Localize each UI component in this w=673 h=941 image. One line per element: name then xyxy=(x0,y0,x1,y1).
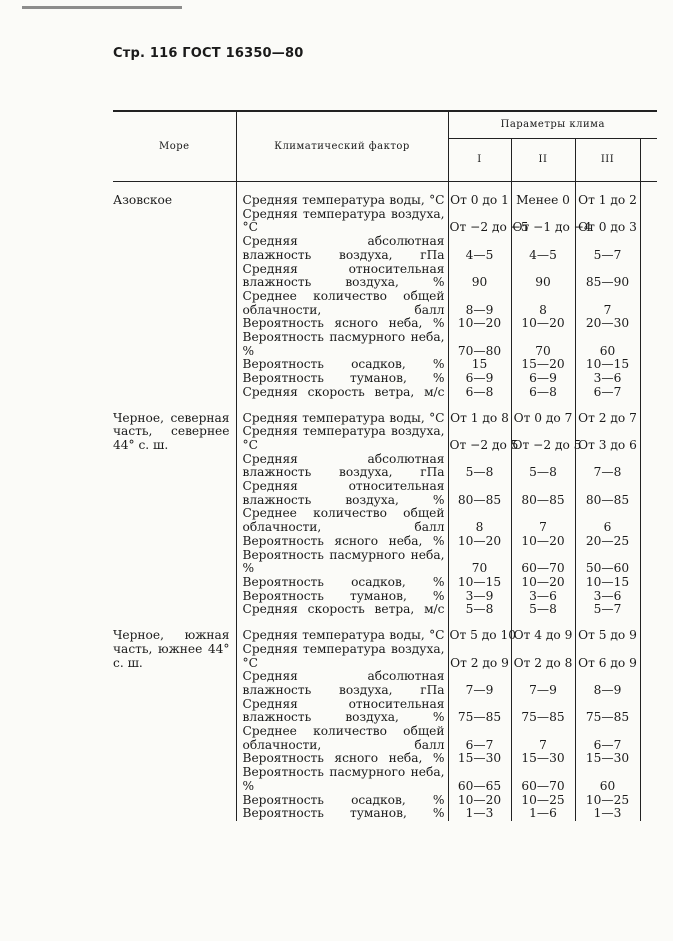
param-value-III: 1—3 xyxy=(575,807,640,821)
climate-factor: Среднее количество общей облачности, балл xyxy=(236,507,448,534)
param-value-III: 5—7 xyxy=(575,603,640,617)
header-col-I: I xyxy=(448,139,511,182)
climate-factor: Средняя абсолютная влажность воздуха, гПа xyxy=(236,670,448,697)
param-value-III: От 2 до 7 xyxy=(575,400,640,426)
param-value-III: 75—85 xyxy=(575,698,640,725)
spare-cell xyxy=(640,372,657,386)
param-value-I: 10—20 xyxy=(448,535,511,549)
param-value-II: 15—20 xyxy=(511,358,575,372)
param-value-II: 7 xyxy=(511,507,575,534)
param-value-I: 15 xyxy=(448,358,511,372)
param-value-I: 10—20 xyxy=(448,794,511,808)
param-value-I: 75—85 xyxy=(448,698,511,725)
spare-cell xyxy=(640,290,657,317)
spare-cell xyxy=(640,752,657,766)
param-value-III: 10—25 xyxy=(575,794,640,808)
climate-factor: Средняя абсолютная влажность воздуха, гПа xyxy=(236,453,448,480)
climate-factor: Средняя температура воды, °С xyxy=(236,182,448,208)
spare-cell xyxy=(640,235,657,262)
param-value-I: От −2 до −5 xyxy=(448,208,511,235)
climate-factor: Вероятность осадков, % xyxy=(236,358,448,372)
param-value-I: 8—9 xyxy=(448,290,511,317)
param-value-II: 6—9 xyxy=(511,372,575,386)
spare-cell xyxy=(640,400,657,426)
spare-cell xyxy=(640,766,657,793)
spare-cell xyxy=(640,182,657,208)
param-value-II: 75—85 xyxy=(511,698,575,725)
param-value-I: 10—20 xyxy=(448,317,511,331)
param-value-II: От 0 до 7 xyxy=(511,400,575,426)
spare-cell xyxy=(640,535,657,549)
param-value-III: 20—30 xyxy=(575,317,640,331)
climate-factor: Средняя абсолютная влажность воздуха, гПа xyxy=(236,235,448,262)
param-value-I: 6—9 xyxy=(448,372,511,386)
param-value-I: 8 xyxy=(448,507,511,534)
param-value-III: 15—30 xyxy=(575,752,640,766)
climate-factor: Средняя температура воздуха, °С xyxy=(236,425,448,452)
table-row xyxy=(113,617,657,643)
param-value-III: 60 xyxy=(575,766,640,793)
param-value-III: 50—60 xyxy=(575,549,640,576)
param-value-I: 15—30 xyxy=(448,752,511,766)
param-value-I: 3—9 xyxy=(448,590,511,604)
spare-cell xyxy=(640,358,657,372)
table-body xyxy=(113,182,657,821)
sea-name: Черное, южная часть, южнее 44° с. ш. xyxy=(113,628,230,670)
param-value-I: 5—8 xyxy=(448,603,511,617)
spare-cell xyxy=(640,807,657,821)
param-value-I: 5—8 xyxy=(448,453,511,480)
climate-factor: Вероятность пасмурного неба, % xyxy=(236,549,448,576)
climate-factor: Средняя температура воды, °С xyxy=(236,400,448,426)
param-value-II: От −2 до 5 xyxy=(511,425,575,452)
param-value-II: 10—20 xyxy=(511,576,575,590)
header-factor: Климатический фактор xyxy=(236,111,448,182)
header-col-spare xyxy=(640,139,657,182)
param-value-III: 7 xyxy=(575,290,640,317)
climate-factor: Средняя относительная влажность воздуха, % xyxy=(236,698,448,725)
climate-factor: Вероятность пасмурного неба, % xyxy=(236,331,448,358)
param-value-II: 90 xyxy=(511,263,575,290)
climate-factor: Средняя температура воздуха, °С xyxy=(236,208,448,235)
spare-cell xyxy=(640,794,657,808)
climate-factor: Среднее количество общей облачности, балл xyxy=(236,725,448,752)
scan-edge-mark xyxy=(22,6,182,9)
spare-cell xyxy=(640,617,657,643)
param-value-III: 60 xyxy=(575,331,640,358)
climate-factor: Вероятность туманов, % xyxy=(236,372,448,386)
climate-factor: Вероятность осадков, % xyxy=(236,794,448,808)
param-value-II: 10—20 xyxy=(511,535,575,549)
param-value-I: 70 xyxy=(448,549,511,576)
climate-factor: Средняя скорость ветра, м/с xyxy=(236,603,448,617)
climate-factor: Вероятность ясного неба, % xyxy=(236,535,448,549)
param-value-I: От 1 до 8 xyxy=(448,400,511,426)
param-value-I: От 0 до 1 xyxy=(448,182,511,208)
param-value-II: От 2 до 8 xyxy=(511,643,575,670)
spare-cell xyxy=(640,590,657,604)
param-value-II: 7 xyxy=(511,725,575,752)
spare-cell xyxy=(640,725,657,752)
param-value-I: 1—3 xyxy=(448,807,511,821)
param-value-III: От 0 до 3 xyxy=(575,208,640,235)
table-row xyxy=(113,400,657,426)
param-value-I: 60—65 xyxy=(448,766,511,793)
climate-factor: Вероятность ясного неба, % xyxy=(236,752,448,766)
param-value-III: 6—7 xyxy=(575,386,640,400)
param-value-III: 7—8 xyxy=(575,453,640,480)
param-value-III: 85—90 xyxy=(575,263,640,290)
spare-cell xyxy=(640,507,657,534)
climate-factor: Вероятность пасмурного неба, % xyxy=(236,766,448,793)
header-col-III: III xyxy=(575,139,640,182)
sea-name: Черное, северная часть, севернее 44° с. ш. xyxy=(113,410,230,452)
spare-cell xyxy=(640,317,657,331)
spare-cell xyxy=(640,670,657,697)
climate-factor: Среднее количество общей облачности, балл xyxy=(236,290,448,317)
param-value-II: 5—8 xyxy=(511,453,575,480)
climate-table xyxy=(113,110,657,821)
param-value-I: От −2 до 5 xyxy=(448,425,511,452)
param-value-III: 6 xyxy=(575,507,640,534)
param-value-I: 90 xyxy=(448,263,511,290)
spare-cell xyxy=(640,643,657,670)
param-value-II: 70 xyxy=(511,331,575,358)
header-sea: Море xyxy=(113,111,236,182)
param-value-II: 6—8 xyxy=(511,386,575,400)
param-value-III: 10—15 xyxy=(575,358,640,372)
param-value-III: 8—9 xyxy=(575,670,640,697)
header-col-II: II xyxy=(511,139,575,182)
param-value-I: 6—7 xyxy=(448,725,511,752)
param-value-II: 80—85 xyxy=(511,480,575,507)
param-value-II: От 4 до 9 xyxy=(511,617,575,643)
header-params: Параметры клима xyxy=(448,111,657,139)
param-value-II: От −1 до −4 xyxy=(511,208,575,235)
climate-factor: Средняя температура воздуха, °С xyxy=(236,643,448,670)
sea-name: Азовское xyxy=(113,193,173,207)
climate-factor: Вероятность ясного неба, % xyxy=(236,317,448,331)
param-value-I: 6—8 xyxy=(448,386,511,400)
param-value-I: 4—5 xyxy=(448,235,511,262)
spare-cell xyxy=(640,331,657,358)
param-value-III: От 5 до 9 xyxy=(575,617,640,643)
table-row xyxy=(113,182,657,208)
climate-factor: Вероятность туманов, % xyxy=(236,807,448,821)
param-value-I: От 2 до 9 xyxy=(448,643,511,670)
spare-cell xyxy=(640,425,657,452)
spare-cell xyxy=(640,480,657,507)
param-value-II: 4—5 xyxy=(511,235,575,262)
spare-cell xyxy=(640,698,657,725)
param-value-I: 70—80 xyxy=(448,331,511,358)
spare-cell xyxy=(640,603,657,617)
climate-factor: Средняя температура воды, °С xyxy=(236,617,448,643)
spare-cell xyxy=(640,453,657,480)
param-value-III: 80—85 xyxy=(575,480,640,507)
param-value-I: 10—15 xyxy=(448,576,511,590)
param-value-II: 7—9 xyxy=(511,670,575,697)
param-value-II: 1—6 xyxy=(511,807,575,821)
climate-factor: Вероятность осадков, % xyxy=(236,576,448,590)
param-value-II: 15—30 xyxy=(511,752,575,766)
param-value-II: 5—8 xyxy=(511,603,575,617)
param-value-III: 20—25 xyxy=(575,535,640,549)
page-header: Стр. 116 ГОСТ 16350—80 xyxy=(113,46,304,61)
param-value-III: 10—15 xyxy=(575,576,640,590)
spare-cell xyxy=(640,549,657,576)
param-value-III: От 3 до 6 xyxy=(575,425,640,452)
param-value-II: 10—20 xyxy=(511,317,575,331)
param-value-II: Менее 0 xyxy=(511,182,575,208)
param-value-III: От 6 до 9 xyxy=(575,643,640,670)
param-value-III: От 1 до 2 xyxy=(575,182,640,208)
param-value-III: 3—6 xyxy=(575,590,640,604)
spare-cell xyxy=(640,386,657,400)
param-value-II: 10—25 xyxy=(511,794,575,808)
param-value-I: 80—85 xyxy=(448,480,511,507)
param-value-III: 6—7 xyxy=(575,725,640,752)
climate-factor: Средняя относительная влажность воздуха, % xyxy=(236,480,448,507)
climate-factor: Средняя скорость ветра, м/с xyxy=(236,386,448,400)
spare-cell xyxy=(640,263,657,290)
climate-factor: Вероятность туманов, % xyxy=(236,590,448,604)
spare-cell xyxy=(640,576,657,590)
climate-factor: Средняя относительная влажность воздуха, % xyxy=(236,263,448,290)
spare-cell xyxy=(640,208,657,235)
param-value-I: От 5 до 10 xyxy=(448,617,511,643)
param-value-II: 60—70 xyxy=(511,766,575,793)
param-value-III: 3—6 xyxy=(575,372,640,386)
param-value-II: 60—70 xyxy=(511,549,575,576)
param-value-II: 3—6 xyxy=(511,590,575,604)
param-value-I: 7—9 xyxy=(448,670,511,697)
param-value-II: 8 xyxy=(511,290,575,317)
param-value-III: 5—7 xyxy=(575,235,640,262)
